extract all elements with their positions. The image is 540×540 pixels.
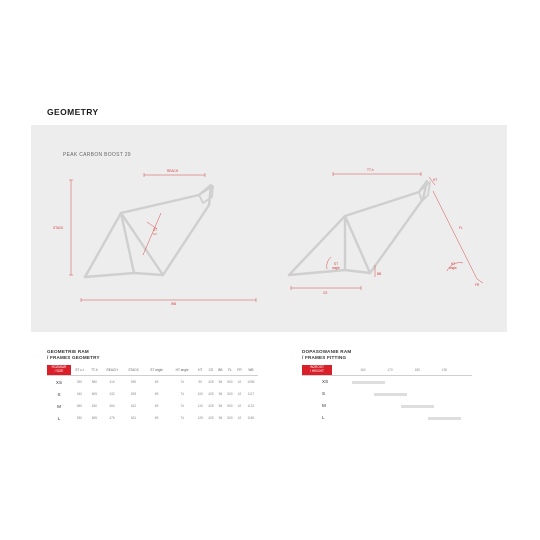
page-title: GEOMETRY (47, 107, 99, 117)
geometry-value-cell: 500 (227, 416, 233, 420)
geometry-section-title (47, 349, 100, 361)
height-tick-label: 180 (414, 368, 420, 372)
height-range-bar (374, 393, 407, 396)
geometry-value-cell: 500 (227, 404, 233, 408)
geometry-column-header: CS (206, 365, 217, 376)
height-tick-label: 170 (387, 368, 393, 372)
cs-label: CS (323, 291, 328, 295)
st-angle-sub-label: angle (332, 266, 340, 270)
geometry-title-line1: GEOMETRIE RAM (47, 349, 89, 354)
fl-label: FL (459, 226, 463, 230)
geometry-header-row (47, 365, 258, 376)
geometry-value-cell: 58 (218, 416, 223, 420)
height-header-line1: WZROST (310, 365, 324, 370)
size-label: M (322, 403, 326, 408)
geometry-value-cell: 500 (227, 392, 233, 396)
geometry-value-cell: 454 (109, 404, 115, 408)
geometry-value-cell: 432 (109, 392, 115, 396)
geometry-diagram-panel (31, 125, 507, 332)
fitting-title-line2: / FRAMES FITTING (302, 355, 347, 360)
st-label: ST (153, 228, 158, 232)
fitting-title-line1: DOPASOWANIE RAM (302, 349, 352, 354)
reach-label: REACH (167, 169, 179, 173)
ht-label: HT (433, 178, 438, 182)
size-header-line2: / SIZE (54, 369, 64, 373)
size-header-line1: ROZMIAR (51, 365, 67, 370)
geometry-table (47, 365, 258, 424)
geometry-value-cell: 125 (197, 416, 203, 420)
geometry-value-cell: 1096 (247, 380, 255, 384)
fitting-rows (302, 376, 472, 424)
geometry-value-cell: 42 (237, 404, 242, 408)
table-row (47, 412, 258, 424)
height-tick-label: 190 (441, 368, 448, 372)
tt-label: TT-h (367, 168, 374, 172)
table-row (47, 400, 258, 412)
geometry-value-cell: 90 (198, 380, 203, 384)
geometry-title-line2: / FRAMES GEOMETRY (47, 355, 100, 360)
geometry-value-cell: 74 (180, 392, 184, 396)
geometry-column-header: ST angle (144, 365, 169, 376)
fitting-row (302, 388, 472, 400)
size-cell: M (57, 403, 61, 409)
fitting-row (302, 376, 472, 388)
fitting-header (302, 365, 472, 376)
ht-angle-label: HT (451, 262, 456, 266)
geometry-value-cell: 74 (180, 404, 184, 408)
table-row (47, 376, 258, 389)
model-name: PEAK CARBON BOOST 29 (63, 152, 131, 158)
geometry-column-header: HT (195, 365, 206, 376)
geometry-value-cell: 58 (218, 404, 223, 408)
size-label: L (322, 415, 325, 420)
geometry-column-header: HT angle (169, 365, 195, 376)
geometry-value-cell: 410 (109, 380, 115, 384)
geometry-value-cell: 500 (227, 380, 233, 384)
geometry-value-cell: 590 (130, 380, 137, 384)
geometry-column-header: REACH (101, 365, 123, 376)
size-cell: S (57, 391, 61, 397)
geometry-value-cell: 1131 (247, 404, 255, 408)
geometry-value-cell: 42 (237, 416, 242, 420)
geometry-value-cell: 605 (91, 392, 98, 396)
height-header-line2: / HEIGHT (310, 368, 324, 373)
geometry-value-cell: 425 (208, 404, 214, 408)
geometry-value-cell: 110 (197, 404, 203, 408)
ht-angle-sub-label: angle (449, 266, 457, 270)
geometry-value-cell: 100 (197, 392, 203, 396)
geometry-value-cell: 425 (208, 416, 214, 420)
geometry-value-cell: 74 (180, 416, 184, 420)
geometry-column-header: BB (216, 365, 225, 376)
right-frame-drawing (289, 181, 430, 275)
geometry-column-header: TT-h (88, 365, 101, 376)
geometry-column-header: STACK (123, 365, 144, 376)
geometry-value-cell: 69 (154, 404, 159, 408)
geometry-value-cell: 1160 (247, 416, 255, 420)
geometry-value-cell: 58 (218, 392, 223, 396)
geometry-value-cell: 631 (130, 416, 137, 420)
size-cell: XS (55, 379, 63, 385)
height-header-badge (302, 365, 332, 375)
fitting-section-title (302, 349, 351, 361)
st-sub-label: c-t (153, 232, 157, 236)
st-angle-label: ST (334, 262, 339, 266)
geometry-value-cell: 593 (130, 392, 137, 396)
geometry-value-cell: 580 (91, 380, 98, 384)
geometry-column-header: ST c-t (71, 365, 88, 376)
geometry-value-cell: 42 (237, 380, 242, 384)
geometry-value-cell: 612 (130, 404, 137, 408)
geometry-table-body (47, 376, 258, 425)
geometry-value-cell: 69 (154, 380, 159, 384)
fr-label: FR (475, 283, 480, 287)
size-cell: L (57, 415, 61, 421)
geometry-value-cell: 530 (76, 416, 83, 420)
geometry-value-cell: 655 (91, 416, 98, 420)
geometry-column-header: FL (225, 365, 236, 376)
geometry-value-cell: 74 (180, 380, 184, 384)
geometry-value-cell: 69 (154, 392, 159, 396)
stack-label: STACK (53, 226, 64, 230)
size-label: S (322, 391, 326, 396)
geometry-value-cell: 390 (76, 380, 83, 384)
height-range-bar (352, 381, 385, 384)
size-label: XS (322, 379, 329, 384)
height-tick-label: 160 (360, 368, 366, 372)
geometry-column-header: WB (244, 365, 258, 376)
bb-label: BB (377, 272, 382, 276)
height-range-bar (401, 405, 434, 408)
geometry-value-cell: 630 (91, 404, 98, 408)
height-range-bar (428, 417, 461, 420)
geometry-value-cell: 475 (109, 416, 115, 420)
geometry-value-cell: 69 (154, 416, 159, 420)
frame-diagrams (31, 125, 507, 332)
fitting-row (302, 400, 472, 412)
geometry-value-cell: 1117 (247, 392, 255, 396)
wb-label: WB (171, 302, 177, 306)
left-frame-drawing (85, 185, 213, 277)
geometry-value-cell: 425 (208, 380, 214, 384)
geometry-column-header: FR (235, 365, 243, 376)
table-row (47, 388, 258, 400)
size-column-header (47, 365, 71, 376)
geometry-value-cell: 425 (208, 392, 214, 396)
geometry-value-cell: 440 (76, 392, 83, 396)
fitting-row (302, 412, 472, 424)
geometry-value-cell: 480 (76, 404, 83, 408)
geometry-value-cell: 42 (237, 392, 242, 396)
geometry-value-cell: 58 (218, 380, 223, 384)
fitting-chart (302, 365, 472, 424)
